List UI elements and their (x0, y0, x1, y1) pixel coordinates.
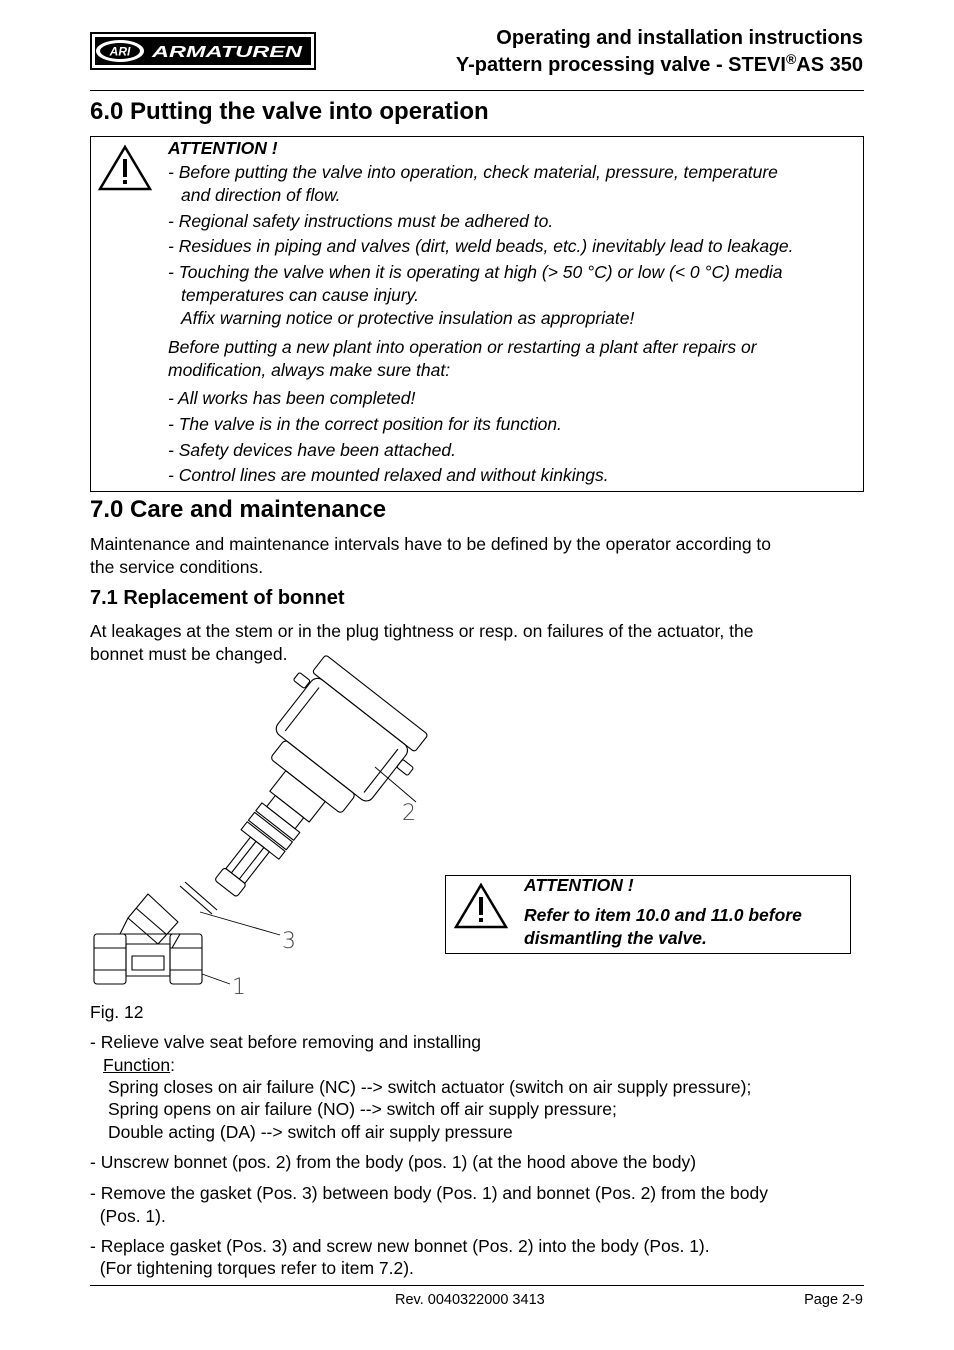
warning-icon (97, 144, 153, 192)
attention-line: - Residues in piping and valves (dirt, weld beads, etc.) inevitably lead to leakage. (168, 236, 794, 256)
attention-line: - All works has been completed! (168, 388, 416, 408)
position-label-3: 3 (282, 929, 296, 954)
body-part (94, 894, 202, 984)
section-6-heading: 6.0 Putting the valve into operation (90, 98, 489, 125)
attention-line: and direction of flow. (181, 185, 341, 205)
header-title-line2: Y-pattern processing valve - STEVI®AS 350 (455, 51, 863, 76)
attention-line: Before putting a new plant into operation or restarting a plant after repairs or (168, 337, 757, 357)
bonnet-part (166, 649, 435, 935)
step-replace-gasket: - Replace gasket (Pos. 3) and screw new bonnet (Pos. 2) into the body (Pos. 1). (90, 1236, 710, 1256)
step-remove-gasket: (Pos. 1). (90, 1206, 166, 1226)
footer-divider (90, 1285, 864, 1286)
header-divider (90, 90, 864, 91)
function-line: Spring closes on air failure (NC) --> switch actuator (switch on air supply pressure); (108, 1077, 752, 1097)
ari-armaturen-logo (90, 32, 316, 70)
attention-2-line: dismantling the valve. (524, 928, 707, 948)
attention-box-2 (445, 875, 851, 954)
step-unscrew-bonnet: - Unscrew bonnet (pos. 2) from the body (pos. 1) (at the hood above the body) (90, 1152, 697, 1172)
footer-revision: Rev. 0040322000 3413 (395, 1292, 545, 1308)
section-7-heading: 7.0 Care and maintenance (90, 496, 387, 523)
step-replace-gasket: (For tightening torques refer to item 7.2). (90, 1258, 414, 1278)
attention-title: ATTENTION ! (168, 138, 278, 158)
section-7-intro-line: Maintenance and maintenance intervals have to be defined by the operator according to (90, 534, 772, 554)
svg-text:ARI: ARI (109, 44, 131, 59)
function-label: Function: (103, 1055, 175, 1075)
section-7-1-intro-line: bonnet must be changed. (90, 644, 288, 664)
section-7-intro-line: the service conditions. (90, 557, 264, 577)
attention-line: - Before putting the valve into operation, check material, pressure, temperature (168, 162, 778, 182)
warning-icon (452, 882, 510, 930)
footer-page-number: Page 2-9 (804, 1292, 863, 1308)
attention-line: - The valve is in the correct position for its function. (168, 414, 562, 434)
attention-2-line: Refer to item 10.0 and 11.0 before (524, 905, 802, 925)
position-label-2: 2 (402, 801, 416, 826)
attention-line: Affix warning notice or protective insulation as appropriate! (181, 308, 635, 328)
function-line: Spring opens on air failure (NO) --> switch off air supply pressure; (108, 1099, 617, 1119)
attention-line: - Safety devices have been attached. (168, 440, 456, 460)
attention-line: - Touching the valve when it is operating at high (> 50 °C) or low (< 0 °C) media (168, 262, 783, 282)
attention-line: - Regional safety instructions must be adhered to. (168, 211, 554, 231)
gasket-part (180, 882, 217, 914)
attention-line: - Control lines are mounted relaxed and without kinkings. (168, 465, 609, 485)
step-relieve-seat: - Relieve valve seat before removing and installing (90, 1032, 482, 1052)
step-remove-gasket: - Remove the gasket (Pos. 3) between body (Pos. 1) and bonnet (Pos. 2) from the body (90, 1183, 768, 1203)
attention-line: temperatures can cause injury. (181, 285, 419, 305)
figure-caption: Fig. 12 (90, 1002, 144, 1022)
attention-2-title: ATTENTION ! (524, 875, 634, 895)
attention-box (90, 136, 864, 492)
function-line: Double acting (DA) --> switch off air supply pressure (108, 1122, 513, 1142)
attention-line: modification, always make sure that: (168, 360, 451, 380)
position-label-1: 1 (232, 975, 246, 1000)
section-7-1-heading: 7.1 Replacement of bonnet (90, 587, 345, 609)
header-title-line1: Operating and installation instructions (496, 27, 863, 49)
svg-text:ARMATUREN: ARMATUREN (150, 44, 303, 61)
section-7-1-intro-line: At leakages at the stem or in the plug tightness or resp. on failures of the actuator, the (90, 621, 754, 641)
valve-exploded-drawing (90, 672, 416, 1002)
